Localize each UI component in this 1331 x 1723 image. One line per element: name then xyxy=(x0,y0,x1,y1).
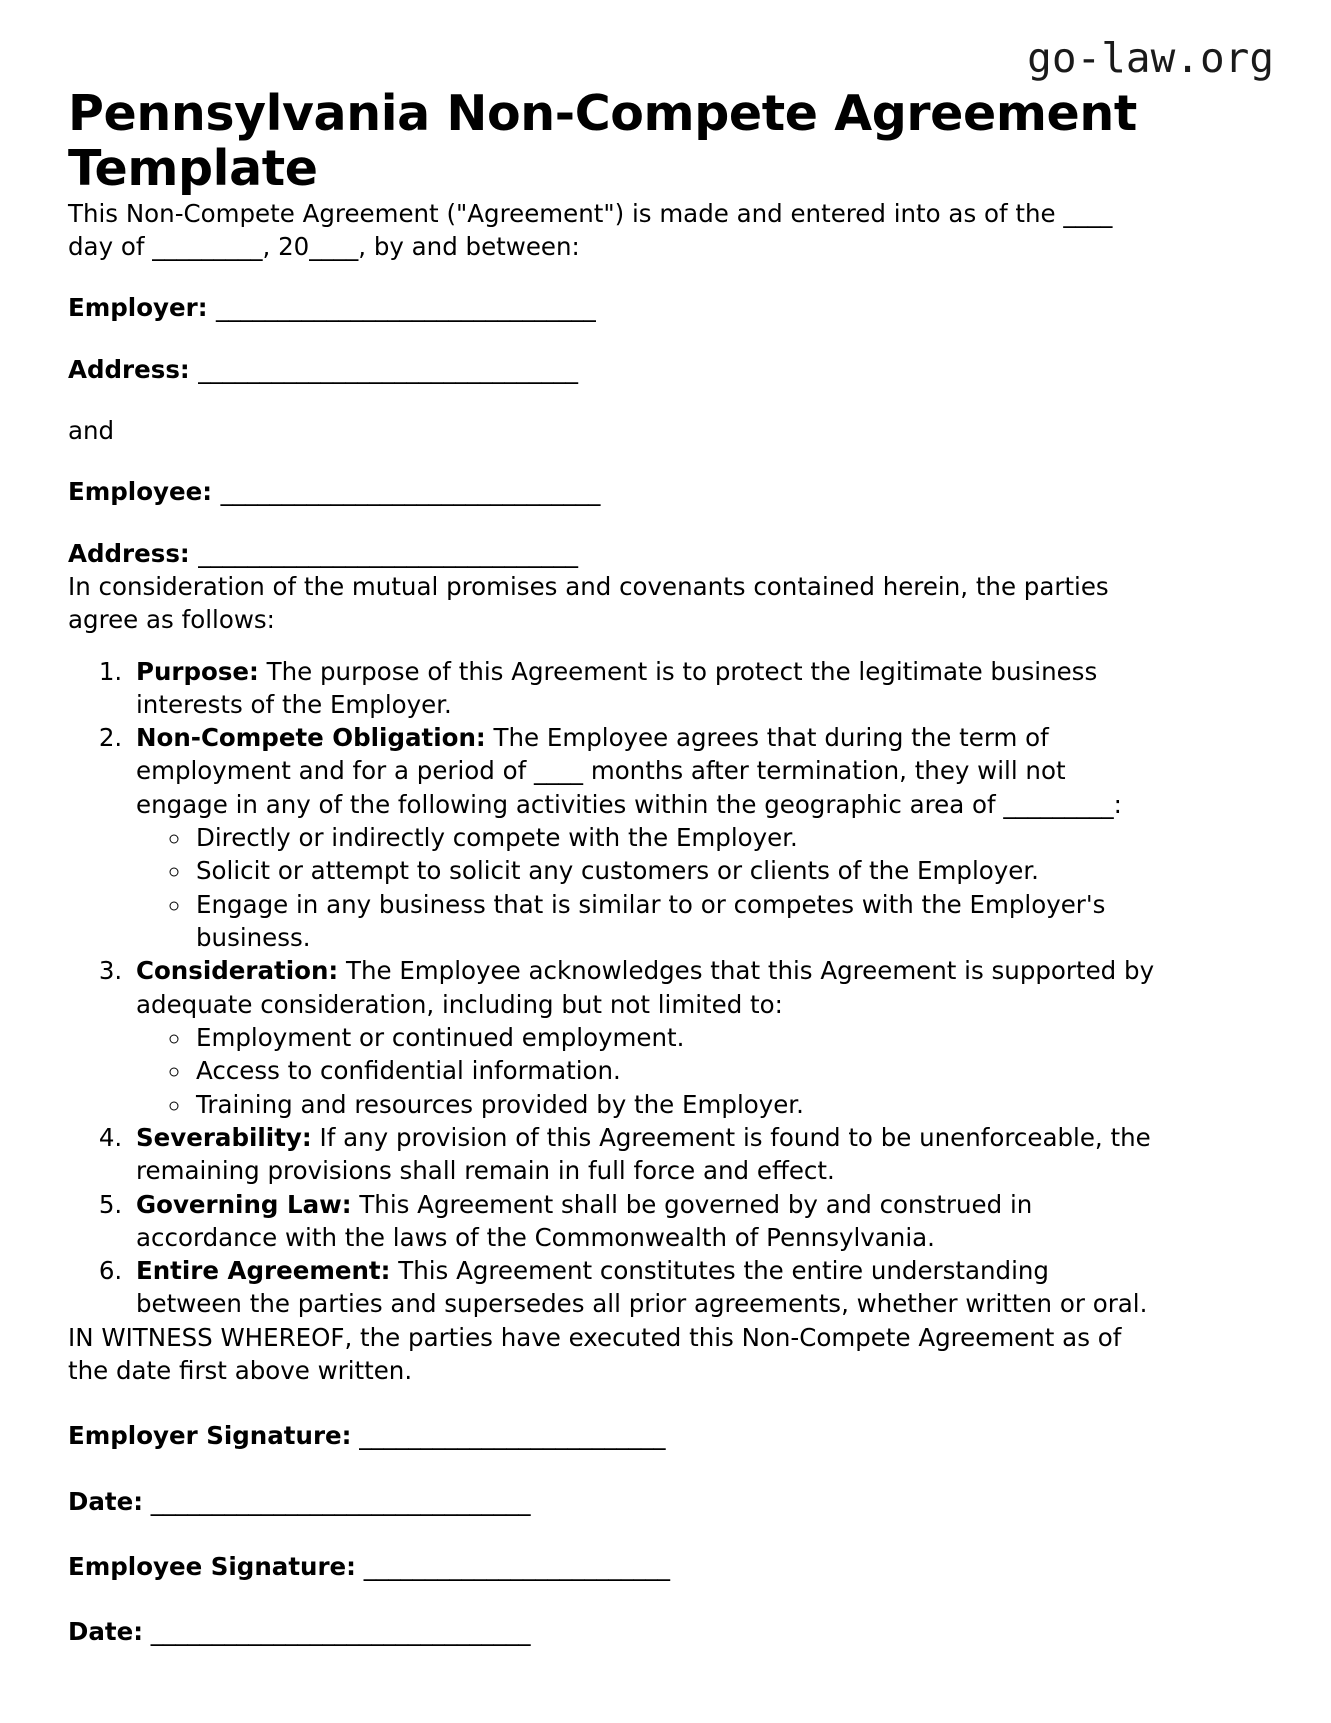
signature-row xyxy=(68,1485,1158,1518)
employer-label: Employer: xyxy=(68,293,208,323)
signature-blank[interactable]: _______________________________ xyxy=(143,1486,531,1516)
clause-item xyxy=(130,1188,1158,1255)
parties-conjunction: and xyxy=(68,415,115,445)
clause-list xyxy=(68,655,1158,1321)
signature-row xyxy=(68,1550,1158,1583)
clause-heading: Entire Agreement: xyxy=(136,1256,391,1286)
signature-row xyxy=(68,1419,1158,1452)
clause-text: If any provision of this Agreement is found to be unenforceable, the remaining provisions shall remain in full force and effect. xyxy=(136,1122,1151,1186)
signature-label: Date: xyxy=(68,1486,143,1516)
employer-blank[interactable]: _______________________________ xyxy=(216,293,596,323)
clause-subitem: ◦ Access to confidential information. xyxy=(192,1054,1158,1087)
employee-address-label: Address: xyxy=(68,538,190,568)
signature-block xyxy=(68,1419,1158,1648)
employee-address-field-row xyxy=(68,537,1158,570)
employer-address-field-row xyxy=(68,353,1158,386)
clause-heading: Consideration: xyxy=(136,956,339,986)
signature-blank[interactable]: _________________________ xyxy=(355,1552,671,1582)
clause-item xyxy=(130,655,1158,722)
clause-subitem: ◦ Employment or continued employment. xyxy=(192,1021,1158,1054)
employee-blank[interactable]: _______________________________ xyxy=(220,477,601,507)
page-title: Pennsylvania Non-Compete Agreement Template xyxy=(68,85,1137,198)
signature-label: Date: xyxy=(68,1617,143,1647)
clause-subitem: ◦ Engage in any business that is similar to or competes with the Employer's business. xyxy=(192,888,1158,955)
signature-label: Employer Signature: xyxy=(68,1421,352,1451)
clause-subitem: ◦ Directly or indirectly compete with the Employer. xyxy=(192,821,1158,854)
clause-subitem-list xyxy=(136,1021,1158,1121)
witness-paragraph: IN WITNESS WHEREOF, the parties have executed this Non-Compete Agreement as of the date first above written. xyxy=(68,1322,1122,1386)
clause-subitem-list xyxy=(136,821,1158,954)
clause-subitem: ◦ Solicit or attempt to solicit any customers or clients of the Employer. xyxy=(192,854,1158,887)
clause-heading: Purpose: xyxy=(136,656,259,686)
employer-field-row xyxy=(68,291,1158,324)
clause-heading: Severability: xyxy=(136,1122,312,1152)
employer-address-label: Address: xyxy=(68,354,190,384)
clause-heading: Non-Compete Obligation: xyxy=(136,723,486,753)
intro-paragraph: This Non-Compete Agreement ("Agreement") is made and entered into as of the ____ day of _________, 20____, by and between: xyxy=(68,198,1113,262)
employee-field-row xyxy=(68,475,1158,508)
consideration-intro: In consideration of the mutual promises and covenants contained herein, the parties agree as follows: xyxy=(68,571,1109,635)
signature-row xyxy=(68,1615,1158,1648)
clause-text: The purpose of this Agreement is to protect the legitimate business interests of the Employer. xyxy=(136,656,1098,719)
site-watermark: go-law.org xyxy=(1027,34,1274,82)
clause-text: The Employee acknowledges that this Agreement is supported by adequate consideration, including but not limited to: xyxy=(136,956,1155,1019)
signature-label: Employee Signature: xyxy=(68,1552,356,1582)
clause-text: The Employee agrees that during the term of employment and for a period of ____ months after termination, they will not engage in any of the following activities within the geographic area of _________: xyxy=(136,723,1122,819)
clause-text: This Agreement shall be governed by and construed in accordance with the laws of the Commonwealth of Pennsylvania. xyxy=(136,1189,1033,1252)
employee-label: Employee: xyxy=(68,477,213,507)
employee-address-blank[interactable]: _______________________________ xyxy=(198,538,578,568)
employer-address-blank[interactable]: _______________________________ xyxy=(198,354,578,384)
clause-item xyxy=(130,1254,1158,1321)
clause-subitem: ◦ Training and resources provided by the Employer. xyxy=(192,1088,1158,1121)
signature-blank[interactable]: _______________________________ xyxy=(143,1617,531,1647)
clause-item xyxy=(130,721,1158,954)
clause-text: This Agreement constitutes the entire understanding between the parties and supersedes all prior agreements, whether written or oral. xyxy=(136,1256,1148,1319)
clause-item xyxy=(130,954,1158,1121)
clause-heading: Governing Law: xyxy=(136,1189,352,1219)
document-content xyxy=(68,0,1158,1649)
signature-blank[interactable]: _________________________ xyxy=(351,1421,666,1451)
clause-item xyxy=(130,1121,1158,1188)
